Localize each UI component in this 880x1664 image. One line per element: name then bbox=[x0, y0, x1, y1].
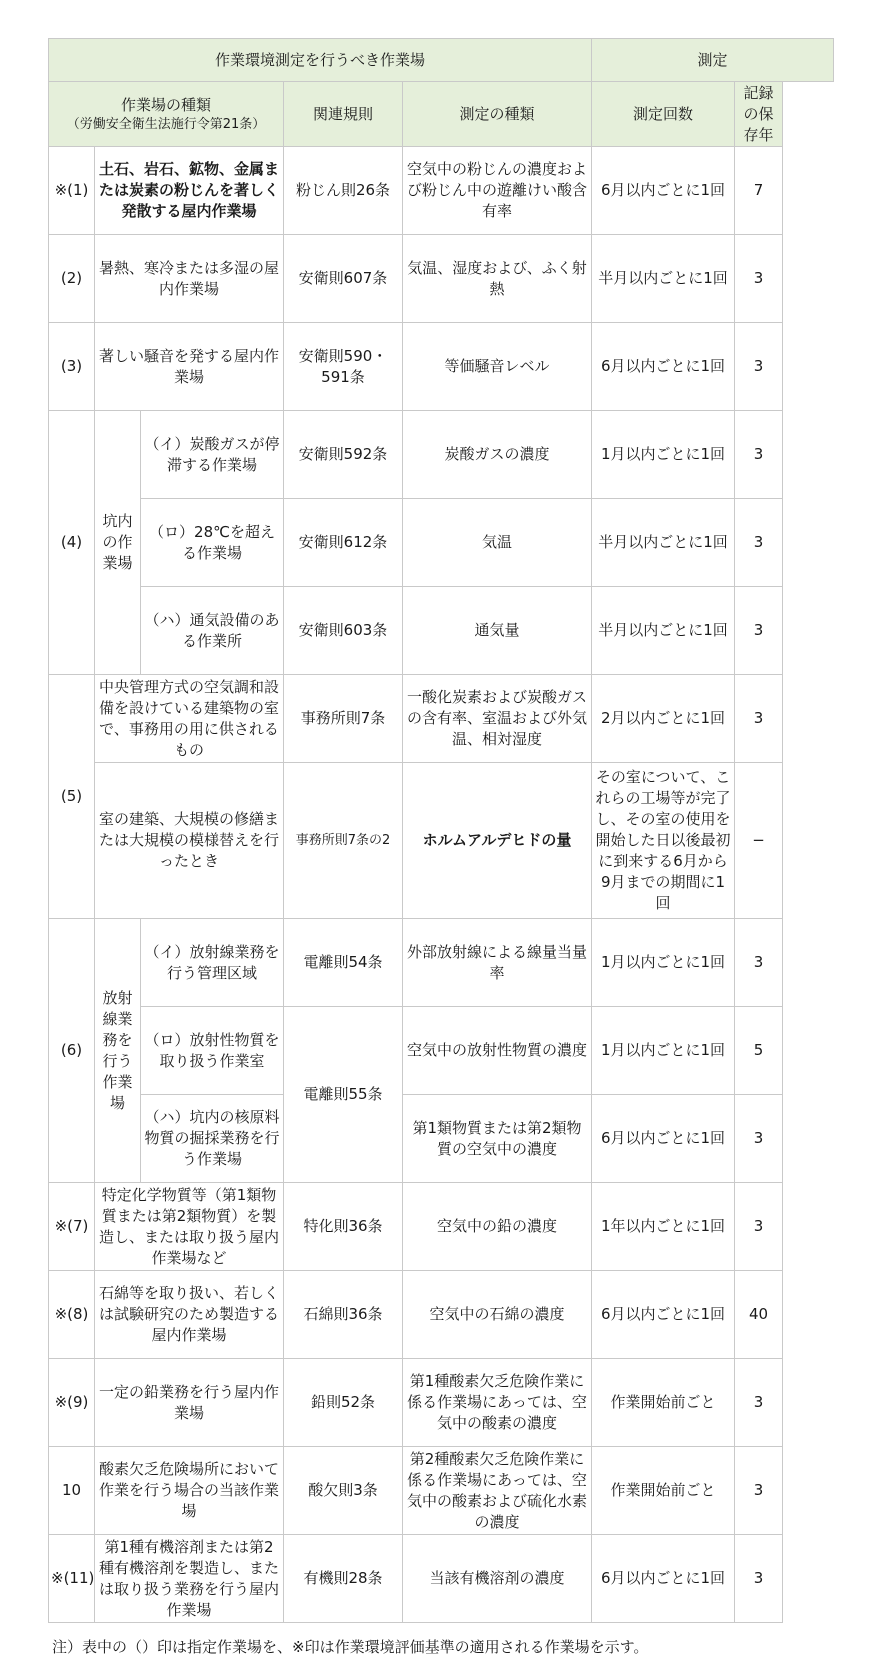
table-row bbox=[49, 1447, 834, 1535]
measurement-table bbox=[48, 38, 834, 1623]
frequency-cell: その室について、これらの工場等が完了し、その室の使用を開始した日以後最初に到来する6月から9月までの期間に1回 bbox=[592, 763, 735, 919]
rule-cell: 電離則55条 bbox=[284, 1007, 403, 1183]
row-number: (3) bbox=[49, 323, 95, 411]
table-row bbox=[49, 1535, 834, 1623]
type-cell: 気温 bbox=[403, 499, 592, 587]
table-row bbox=[49, 675, 834, 763]
years-cell: 3 bbox=[735, 1095, 783, 1183]
years-cell: 3 bbox=[735, 323, 783, 411]
rule-cell: 特化則36条 bbox=[284, 1183, 403, 1271]
table-row bbox=[49, 235, 834, 323]
table-row bbox=[49, 1007, 834, 1095]
type-cell: 外部放射線による線量当量率 bbox=[403, 919, 592, 1007]
frequency-cell: 作業開始前ごと bbox=[592, 1447, 735, 1535]
header-frequency: 測定回数 bbox=[592, 82, 735, 147]
row-number: 10 bbox=[49, 1447, 95, 1535]
type-cell: 当該有機溶剤の濃度 bbox=[403, 1535, 592, 1623]
workplace-cell: 一定の鉛業務を行う屋内作業場 bbox=[95, 1359, 284, 1447]
frequency-cell: 作業開始前ごと bbox=[592, 1359, 735, 1447]
table-row bbox=[49, 919, 834, 1007]
table-row bbox=[49, 587, 834, 675]
frequency-cell: 1年以内ごとに1回 bbox=[592, 1183, 735, 1271]
workplace-cell: 石綿等を取り扱い、若しくは試験研究のため製造する屋内作業場 bbox=[95, 1271, 284, 1359]
type-cell: 炭酸ガスの濃度 bbox=[403, 411, 592, 499]
years-cell: 3 bbox=[735, 587, 783, 675]
table-row bbox=[49, 323, 834, 411]
row-number: (6) bbox=[49, 919, 95, 1183]
workplace-cell: 暑熱、寒冷または多湿の屋内作業場 bbox=[95, 235, 284, 323]
type-cell: 第1種酸素欠乏危険作業に係る作業場にあっては、空気中の酸素の濃度 bbox=[403, 1359, 592, 1447]
frequency-cell: 6月以内ごとに1回 bbox=[592, 1271, 735, 1359]
frequency-cell: 2月以内ごとに1回 bbox=[592, 675, 735, 763]
header-row-columns bbox=[49, 82, 834, 147]
years-cell: 3 bbox=[735, 919, 783, 1007]
years-cell: 3 bbox=[735, 1535, 783, 1623]
rule-cell: 安衛則612条 bbox=[284, 499, 403, 587]
table-row bbox=[49, 1183, 834, 1271]
workplace-cell: 中央管理方式の空気調和設備を設けている建築物の室で、事務用の用に供されるもの bbox=[95, 675, 284, 763]
frequency-cell: 1月以内ごとに1回 bbox=[592, 411, 735, 499]
workplace-cell: 酸素欠乏危険場所において作業を行う場合の当該作業場 bbox=[95, 1447, 284, 1535]
workplace-cell: 第1種有機溶剤または第2種有機溶剤を製造し、または取り扱う業務を行う屋内作業場 bbox=[95, 1535, 284, 1623]
type-cell: ホルムアルデヒドの量 bbox=[403, 763, 592, 919]
type-cell: 空気中の鉛の濃度 bbox=[403, 1183, 592, 1271]
row-number: ※(1) bbox=[49, 147, 95, 235]
header-workplace-type bbox=[49, 82, 284, 147]
row-number: ※(9) bbox=[49, 1359, 95, 1447]
type-cell: 気温、湿度および、ふく射熱 bbox=[403, 235, 592, 323]
workplace-cell: 土石、岩石、鉱物、金属または炭素の粉じんを著しく発散する屋内作業場 bbox=[95, 147, 284, 235]
frequency-cell: 半月以内ごとに1回 bbox=[592, 499, 735, 587]
row-number: (2) bbox=[49, 235, 95, 323]
workplace-cell: 特定化学物質等（第1類物質または第2類物質）を製造し、または取り扱う屋内作業場など bbox=[95, 1183, 284, 1271]
type-cell: 空気中の放射性物質の濃度 bbox=[403, 1007, 592, 1095]
type-cell: 等価騒音レベル bbox=[403, 323, 592, 411]
rule-cell: 事務所則7条の2 bbox=[284, 763, 403, 919]
type-cell: 通気量 bbox=[403, 587, 592, 675]
frequency-cell: 半月以内ごとに1回 bbox=[592, 235, 735, 323]
table-row bbox=[49, 1271, 834, 1359]
frequency-cell: 6月以内ごとに1回 bbox=[592, 1095, 735, 1183]
header-workplace-sub: （労働安全衛生法施行令第21条） bbox=[66, 117, 266, 132]
rule-cell: 有機則28条 bbox=[284, 1535, 403, 1623]
frequency-cell: 半月以内ごとに1回 bbox=[592, 587, 735, 675]
rule-cell: 粉じん則26条 bbox=[284, 147, 403, 235]
frequency-cell: 1月以内ごとに1回 bbox=[592, 1007, 735, 1095]
workplace-cell: 著しい騒音を発する屋内作業場 bbox=[95, 323, 284, 411]
years-cell: 5 bbox=[735, 1007, 783, 1095]
frequency-cell: 1月以内ごとに1回 bbox=[592, 919, 735, 1007]
rule-cell: 事務所則7条 bbox=[284, 675, 403, 763]
type-cell: 第1類物質または第2類物質の空気中の濃度 bbox=[403, 1095, 592, 1183]
rule-cell: 石綿則36条 bbox=[284, 1271, 403, 1359]
table-row bbox=[49, 147, 834, 235]
row-number: ※(11) bbox=[49, 1535, 95, 1623]
header-rule: 関連規則 bbox=[284, 82, 403, 147]
row-number: ※(7) bbox=[49, 1183, 95, 1271]
workplace-cell: （イ）炭酸ガスが停滞する作業場 bbox=[141, 411, 284, 499]
rule-cell: 安衛則590・591条 bbox=[284, 323, 403, 411]
rule-cell: 電離則54条 bbox=[284, 919, 403, 1007]
years-cell: 3 bbox=[735, 1183, 783, 1271]
years-cell: 3 bbox=[735, 1447, 783, 1535]
years-cell: 3 bbox=[735, 1359, 783, 1447]
years-cell: 7 bbox=[735, 147, 783, 235]
rule-cell: 安衛則607条 bbox=[284, 235, 403, 323]
type-cell: 空気中の粉じんの濃度および粉じん中の遊離けい酸含有率 bbox=[403, 147, 592, 235]
header-row-groups bbox=[49, 39, 834, 82]
table-row bbox=[49, 411, 834, 499]
type-cell: 第2種酸素欠乏危険作業に係る作業場にあっては、空気中の酸素および硫化水素の濃度 bbox=[403, 1447, 592, 1535]
row-number: ※(8) bbox=[49, 1271, 95, 1359]
workplace-cell: （ロ）28℃を超える作業場 bbox=[141, 499, 284, 587]
years-cell: 3 bbox=[735, 235, 783, 323]
type-cell: 一酸化炭素および炭酸ガスの含有率、室温および外気温、相対湿度 bbox=[403, 675, 592, 763]
frequency-cell: 6月以内ごとに1回 bbox=[592, 1535, 735, 1623]
header-measurement-group: 測定 bbox=[592, 39, 834, 82]
rule-cell: 安衛則592条 bbox=[284, 411, 403, 499]
workplace-cell: （ロ）放射性物質を取り扱う作業室 bbox=[141, 1007, 284, 1095]
header-type: 測定の種類 bbox=[403, 82, 592, 147]
rule-cell: 鉛則52条 bbox=[284, 1359, 403, 1447]
rule-cell: 酸欠則3条 bbox=[284, 1447, 403, 1535]
table-row bbox=[49, 763, 834, 919]
years-cell: 3 bbox=[735, 411, 783, 499]
years-cell: 3 bbox=[735, 675, 783, 763]
workplace-cell: （イ）放射線業務を行う管理区域 bbox=[141, 919, 284, 1007]
row-number: (4) bbox=[49, 411, 95, 675]
workplace-cell: 室の建築、大規模の修繕または大規模の模様替えを行ったとき bbox=[95, 763, 284, 919]
group-cell: 放射線業務を行う作業場 bbox=[95, 919, 141, 1183]
frequency-cell: 6月以内ごとに1回 bbox=[592, 323, 735, 411]
row-number: (5) bbox=[49, 675, 95, 919]
type-cell: 空気中の石綿の濃度 bbox=[403, 1271, 592, 1359]
workplace-cell: （ハ）通気設備のある作業所 bbox=[141, 587, 284, 675]
table-row bbox=[49, 1095, 834, 1183]
years-cell: − bbox=[735, 763, 783, 919]
years-cell: 40 bbox=[735, 1271, 783, 1359]
group-cell: 坑内の作業場 bbox=[95, 411, 141, 675]
header-years: 記録の保存年 bbox=[735, 82, 783, 147]
workplace-cell: （ハ）坑内の核原料物質の掘採業務を行う作業場 bbox=[141, 1095, 284, 1183]
header-workplace-group: 作業環境測定を行うべき作業場 bbox=[49, 39, 592, 82]
table-row bbox=[49, 499, 834, 587]
years-cell: 3 bbox=[735, 499, 783, 587]
header-workplace-label: 作業場の種類 bbox=[120, 96, 211, 114]
rule-cell: 安衛則603条 bbox=[284, 587, 403, 675]
frequency-cell: 6月以内ごとに1回 bbox=[592, 147, 735, 235]
table-row bbox=[49, 1359, 834, 1447]
footnote: 注）表中の（）印は指定作業場を、※印は作業環境評価基準の適用される作業場を示す。 bbox=[52, 1638, 649, 1656]
